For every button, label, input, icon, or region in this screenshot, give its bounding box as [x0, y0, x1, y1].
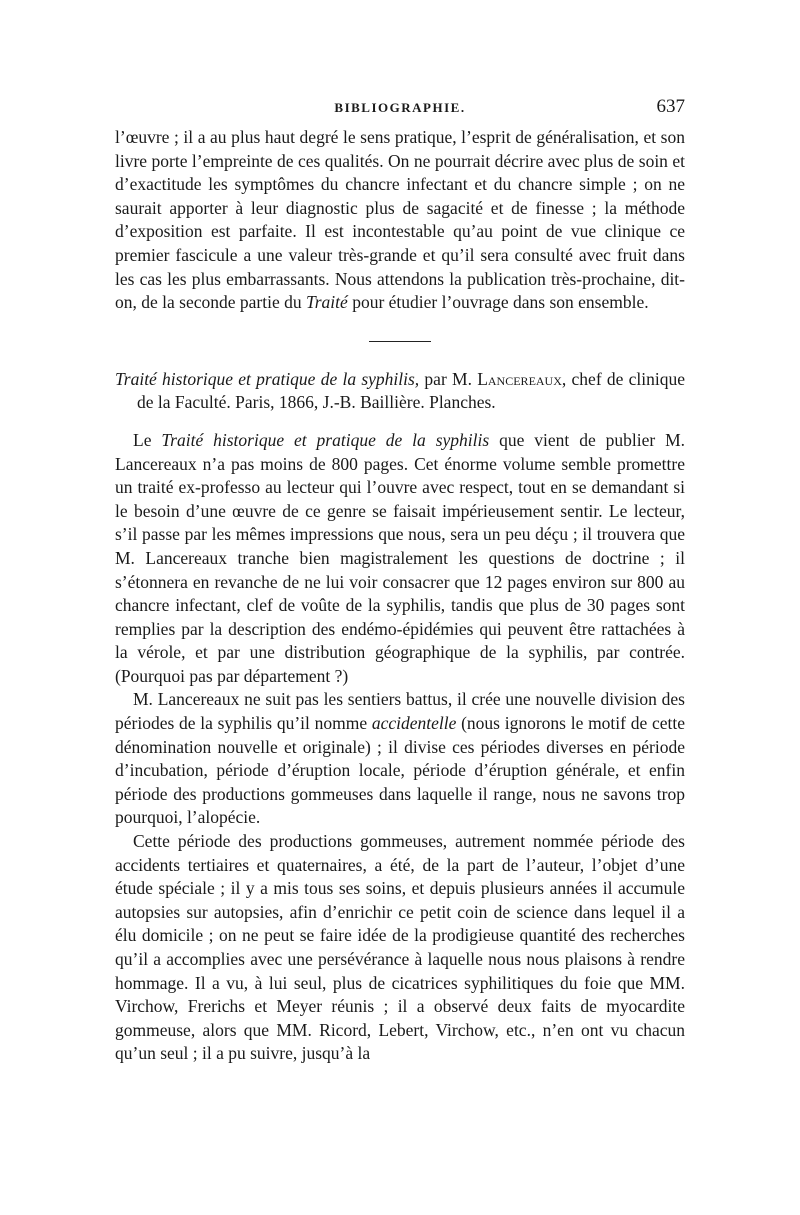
paragraph-1-italic: Traité	[305, 292, 348, 313]
running-header	[115, 96, 685, 126]
review-paragraph-3	[115, 830, 685, 1066]
citation-author: Lancereaux,	[477, 368, 567, 389]
section-divider	[369, 341, 431, 342]
paragraph-continuation	[115, 126, 685, 315]
p3-rest: (nous ignorons le motif de cette dénomination nouvelle et originale) ; il divise ces périodes diverses en période d’incubation, période d’éruption locale, période d’éruption générale, et enfin période des productions gommeuses dans laquelle il range, nous ne savons trop pourquoi, l’alopécie.	[115, 713, 685, 828]
p2-start: Le	[133, 429, 152, 450]
book-citation	[115, 368, 685, 415]
review-paragraph-1	[115, 429, 685, 689]
citation-rest: chef de clinique de la Faculté. Paris, 1866, J.-B. Baillière. Planches.	[137, 368, 686, 413]
running-title: BIBLIOGRAPHIE.	[334, 100, 466, 115]
paragraph-1-text: l’œuvre ; il a au plus haut degré le sens pratique, l’esprit de généralisation, et son livre porte l’empreinte de ces qualités. On ne pourrait décrire avec plus de soin et d’exactitude les symptômes du chancre infectant et du chancre simple ; on ne saurait apporter à leur diagnostic plus de sagacité et de finesse ; la méthode d’exposition est parfaite. Il est incontestable qu’au point de vue clinique ce premier fascicule a une valeur très-grande et qu’il sera consulté avec fruit dans les cas les plus embarrassants. Nous attendons la publication très-prochaine, dit-on, de la seconde partie du	[115, 127, 685, 313]
document-page	[115, 96, 685, 1066]
citation-title: Traité historique et pratique de la syphilis,	[115, 368, 420, 389]
p3-start: M. Lancereaux ne suit pas les sentiers battus, il crée une nouvelle division des périodes de la syphilis qu’il nomme	[115, 689, 685, 734]
p3-italic: accidentelle	[371, 713, 457, 734]
citation-by: par M.	[424, 368, 472, 389]
review-paragraph-2	[115, 688, 685, 830]
p4-text: Cette période des productions gommeuses, autrement nommée période des accidents tertiaires et quaternaires, a été, de la part de l’auteur, l’objet d’une étude spéciale ; il y a mis tous ses soins, et depuis plusieurs années il accumule autopsies sur autopsies, afin d’enrichir ce petit coin de science dans lequel il a élu domicile ; on ne peut se faire idée de la prodigieuse quantité des recherches qu’il a accomplies avec une persévérance à laquelle nous nous plaisons à rendre hommage. Il a vu, à lui seul, plus de cicatrices syphilitiques du foie que MM. Virchow, Frerichs et Meyer réunis ; il a observé deux faits de myocardite gommeuse, alors que MM. Ricord, Lebert, Virchow, etc., n’en ont vu chacun qu’un seul ; il a pu suivre, jusqu’à la	[115, 831, 685, 1064]
p2-italic: Traité historique et pratique de la syphilis	[161, 429, 490, 450]
page-number: 637	[656, 96, 685, 117]
paragraph-1-end: pour étudier l’ouvrage dans son ensemble.	[352, 292, 649, 313]
p2-rest: que vient de publier M. Lancereaux n’a pas moins de 800 pages. Cet énorme volume semble promettre un traité ex-professo au lecteur qui l’ouvre avec respect, tout en se demandant si le besoin d’une œuvre de ce genre se faisait impérieusement sentir. Le lecteur, s’il passe par les mêmes impressions que nous, sera un peu déçu ; il trouvera que M. Lancereaux tranche bien magistralement les questions de doctrine ; il s’étonnera en revanche de ne lui voir consacrer que 12 pages environ sur 800 au chancre infectant, clef de voûte de la syphilis, tandis que plus de 30 pages sont remplies par la description des endémo-épidémies qui peuvent être rattachées à la vérole, et par une distribution géographique de la syphilis, par contrée. (Pourquoi pas par département ?)	[115, 429, 686, 686]
